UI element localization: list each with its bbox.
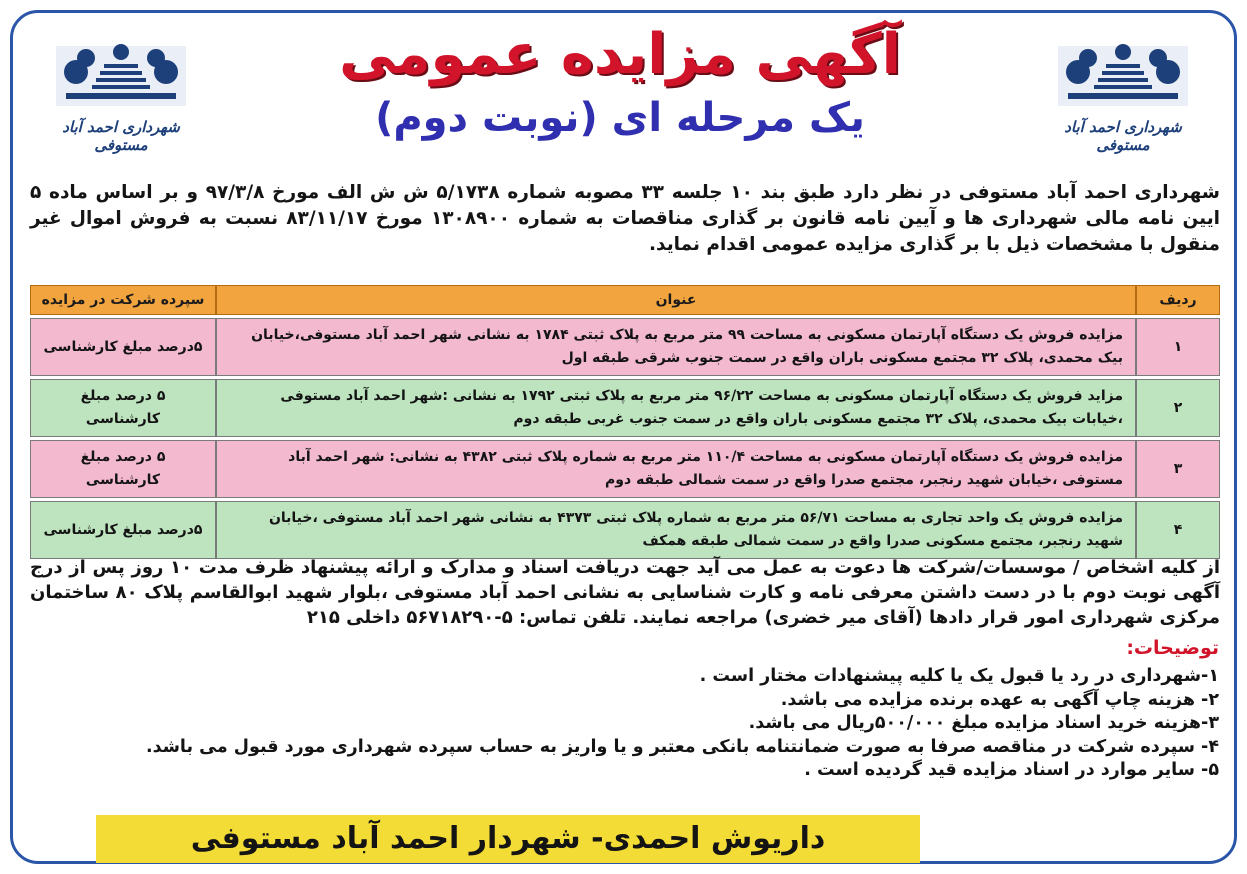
table-row — [30, 501, 1220, 559]
row-description: مزایده فروش یک واحد تجاری به مساحت ۵۶/۷۱ متر مربع به شماره پلاک ثبتی ۴۳۷۳ به نشانی شهر احمد آباد مستوفی ،خیابان شهید رنجبر، مجتمع مسکونی صدرا واقع در سمت شمالی طبقه همکف — [216, 501, 1136, 559]
notes-list — [29, 665, 1219, 783]
municipality-emblem-icon — [1048, 38, 1198, 116]
header-row-number: ردیف — [1136, 285, 1220, 315]
row-deposit: ۵درصد مبلغ کارشناسی — [30, 501, 216, 559]
row-number: ۱ — [1136, 318, 1220, 376]
invitation-paragraph: از کلیه اشخاص / موسسات/شرکت ها دعوت به عمل می آید جهت دریافت اسناد و مدارک و ارائه پیشنهاد ظرف مدت ۱۰ روز پس از درج آگهی نوبت دوم با در دست داشتن معرفی نامه و کارت شناسایی به نشانی احمد آباد مستوفی ،بلوار شهید ابوالقاسم پلاک ۸۰ ساختمان مرکزی شهرداری امور قرار دادها (آقای میر خضری) مراجعه نمایند. تلفن تماس: ۵-۵۶۷۱۸۲۹۰ داخلی ۲۱۵ — [30, 557, 1220, 628]
row-deposit: ۵ درصد مبلغ کارشناسی — [30, 379, 216, 437]
header-title: عنوان — [216, 285, 1136, 315]
row-number: ۴ — [1136, 501, 1220, 559]
row-description: مزایده فروش یک دستگاه آپارتمان مسکونی به مساحت ۹۹ متر مربع به پلاک ثبتی ۱۷۸۴ به نشانی شهر احمد آباد مستوفی،خیابان بیک محمدی، پلاک ۳۲ مجتمع مسکونی باران واقع در سمت جنوب شرقی طبقه اول — [216, 318, 1136, 376]
notice-title: آگهی مزایده عمومی — [339, 22, 901, 87]
table-row — [30, 318, 1220, 376]
row-number: ۳ — [1136, 440, 1220, 498]
list-item: ۳-هزینه خرید اسناد مزایده مبلغ ۵۰۰/۰۰۰ریال می باشد. — [748, 713, 1219, 733]
intro-paragraph: شهرداری احمد آباد مستوفی در نظر دارد طبق بند ۱۰ جلسه ۳۳ مصوبه شماره ۵/۱۷۳۸ ش ش الف مورخ ۹۷/۳/۸ و بر اساس ماده ۵ ایین نامه مالی شهرداری ها و آیین نامه قانون بر گذاری مناقصات به شماره ۱۳۰۸۹۰۰ مورخ ۸۳/۱۱/۱۷ نسبت به فروش اموال غیر منقول با مشخصات ذیل با بر گذاری مزایده عمومی اقدام نماید. — [30, 182, 1221, 255]
notice-subtitle: یک مرحله ای (نوبت دوم) — [375, 95, 865, 141]
table-row — [30, 440, 1220, 498]
auction-items-table — [30, 282, 1220, 562]
logo-caption: شهرداری احمد آباد مستوفی — [62, 118, 180, 154]
table-row — [30, 379, 1220, 437]
list-item: ۱-شهرداری در رد یا قبول یک یا کلیه پیشنهادات مختار است . — [699, 666, 1219, 686]
row-description: مزایده فروش یک دستگاه آپارتمان مسکونی به مساحت ۱۱۰/۴ متر مربع به شماره پلاک ثبتی ۴۳۸۲ به نشانی: شهر احمد آباد مستوفی ،خیابان شهید رنجبر، مجتمع صدرا واقع در سمت شمالی طبقه دوم — [216, 440, 1136, 498]
municipality-logo-left — [36, 38, 206, 154]
header-deposit: سپرده شرکت در مزایده — [30, 285, 216, 315]
row-description: مزاید فروش یک دستگاه آپارتمان مسکونی به مساحت ۹۶/۲۲ متر مربع به پلاک ثبتی ۱۷۹۲ به نشانی :شهر احمد آباد مستوفی ،خیابات بیک محمدی، پلاک ۳۲ مجتمع مسکونی باران واقع در سمت جنوب غربی طبقه دوم — [216, 379, 1136, 437]
row-deposit: ۵ درصد مبلغ کارشناسی — [30, 440, 216, 498]
municipality-logo-right — [1038, 38, 1208, 154]
mayor-signature-bar: داریوش احمدی- شهردار احمد آباد مستوفی — [96, 815, 920, 863]
notes-heading: توضیحات: — [1126, 637, 1219, 659]
row-deposit: ۵درصد مبلغ کارشناسی — [30, 318, 216, 376]
list-item: ۵- سایر موارد در اسناد مزایده قید گردیده است . — [804, 760, 1219, 780]
logo-caption: شهرداری احمد آباد مستوفی — [1064, 118, 1182, 154]
list-item: ۲- هزینه چاپ آگهی به عهده برنده مزایده می باشد. — [780, 689, 1219, 710]
row-number: ۲ — [1136, 379, 1220, 437]
municipality-emblem-icon — [46, 38, 196, 116]
table-header-row — [30, 285, 1220, 315]
list-item: ۴- سپرده شرکت در مناقصه صرفا به صورت ضمانتنامه بانکی معتبر و یا واریز به حساب سپرده شهرداری مورد قبول می باشد. — [145, 736, 1219, 757]
